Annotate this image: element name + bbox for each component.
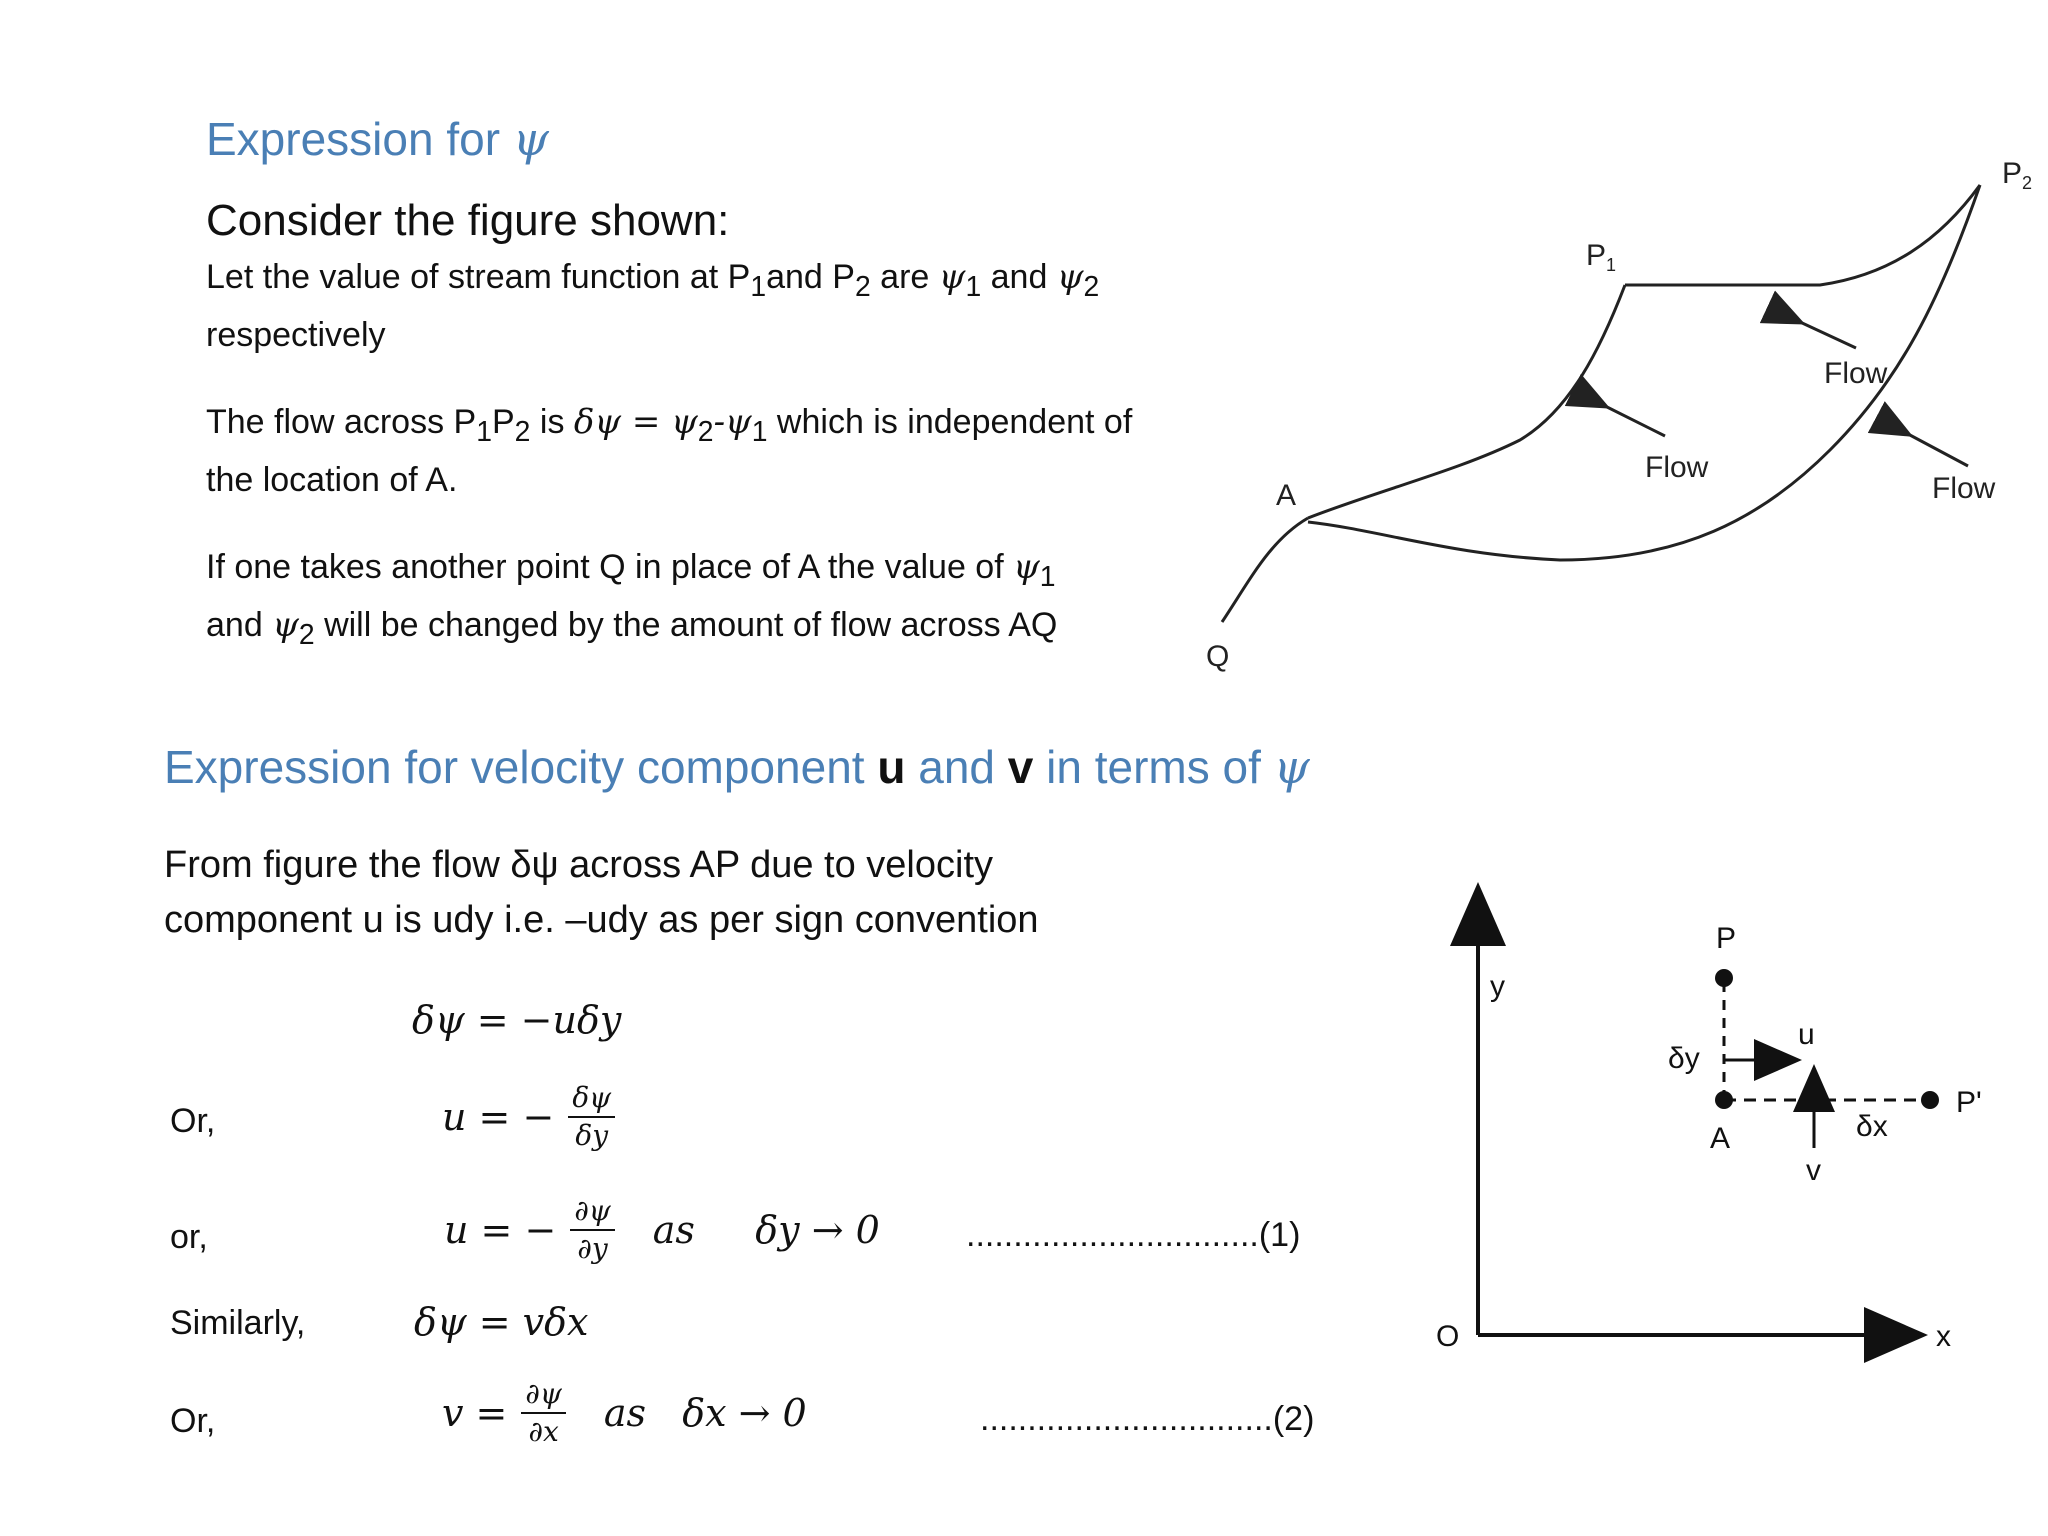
para2-text-a: The flow across P	[206, 403, 477, 441]
label-v: v	[1806, 1154, 1821, 1187]
point-A	[1715, 1091, 1733, 1109]
intro-line1: From figure the flow δψ across AP due to velocity	[164, 844, 994, 886]
label-u: u	[1798, 1018, 1815, 1051]
label-P1: $P_1$	[1586, 239, 1617, 275]
equation-4: δψ = vδx	[414, 1300, 589, 1344]
point-P	[1715, 969, 1733, 987]
para1-text-a: Let the value of stream function at P	[206, 258, 751, 296]
sub: 2	[1083, 270, 1100, 303]
curve-A-P1	[1308, 285, 1625, 518]
label-flow-3: Flow	[1932, 472, 1996, 505]
psi-symbol: ψ	[1273, 740, 1310, 794]
label-or-2: or,	[170, 1218, 208, 1256]
para3-text-a: and	[206, 605, 273, 644]
equation-2	[442, 1082, 619, 1152]
point-P-prime	[1921, 1091, 1939, 1109]
sub: 1	[965, 270, 982, 303]
label-A: A	[1276, 479, 1297, 512]
section2-title-u: u	[877, 741, 906, 793]
psi: ψ	[272, 604, 299, 645]
eq5-condition: as δx → 0	[603, 1391, 807, 1435]
section2-title-a: Expression for velocity component	[164, 741, 878, 793]
sub: 2	[514, 415, 531, 448]
eq5-lhs: v =	[442, 1391, 508, 1435]
eq3-numerator: ∂ψ	[570, 1195, 614, 1231]
label-or-3: Or,	[170, 1402, 216, 1440]
eq5-denominator: ∂x	[528, 1415, 559, 1448]
para1-text-b: and P	[766, 258, 855, 296]
sub: 2	[697, 415, 714, 448]
equation-5	[442, 1378, 807, 1448]
psi: ψ	[1056, 257, 1084, 297]
sub: 1	[750, 270, 767, 303]
section2-title-c: in terms of	[1033, 741, 1274, 793]
sub: 1	[751, 415, 768, 448]
label-dy: δy	[1668, 1042, 1700, 1075]
label-similarly: Similarly,	[170, 1304, 306, 1342]
section2-intro	[164, 838, 1039, 948]
para2-line2: the location of A.	[206, 460, 458, 499]
flow-arrow-2	[1800, 322, 1856, 348]
label-y: y	[1490, 970, 1505, 1003]
label-P2: $P_2$	[2002, 157, 2033, 193]
equation-number-2: ...............................(2)	[980, 1400, 1315, 1438]
label-O: O	[1436, 1320, 1460, 1353]
label-A: A	[1710, 1122, 1731, 1155]
sub: 2	[298, 618, 315, 651]
label-Q: Q	[1206, 640, 1230, 673]
eq2-numerator: δψ	[568, 1082, 615, 1118]
curve-P1-P2-top	[1625, 185, 1980, 285]
flow-arrow-1	[1605, 406, 1665, 436]
sub: 2	[854, 270, 871, 303]
eq3-denominator: ∂y	[577, 1232, 608, 1265]
para1-text-d: and	[981, 258, 1057, 296]
label-flow-2: Flow	[1824, 357, 1888, 390]
figure-streamlines	[1200, 150, 2048, 690]
label-x: x	[1936, 1320, 1951, 1353]
para2-eq: δψ = ψ	[573, 402, 698, 442]
sub: 1	[1039, 560, 1056, 593]
para1-text-c: are	[870, 258, 939, 296]
label-dx: δx	[1856, 1110, 1888, 1143]
section2-title-b: and	[905, 741, 1008, 793]
section1-lead: Consider the figure shown:	[206, 196, 730, 245]
section2-title-v: v	[1007, 741, 1034, 793]
eq5-numerator: ∂ψ	[521, 1378, 565, 1414]
para2-text-b: P	[491, 403, 515, 441]
eq3-lhs: u = −	[444, 1208, 557, 1252]
psi: ψ	[938, 257, 966, 297]
label-P-prime: P'	[1956, 1086, 1982, 1119]
eq2-denominator: δy	[575, 1119, 609, 1152]
section1-title	[206, 112, 549, 166]
sub: 1	[476, 415, 492, 448]
psi-symbol: ψ	[512, 112, 549, 166]
label-flow-1: Flow	[1645, 451, 1709, 484]
para3-text-b: will be changed by the amount of flow across AQ	[314, 605, 1058, 644]
eq3-condition: as δy → 0	[652, 1208, 880, 1252]
flow-arrow-3	[1908, 434, 1968, 466]
figure-velocity-components	[1400, 870, 2000, 1370]
label-or-1: Or,	[170, 1102, 216, 1140]
eq2-lhs: u = −	[442, 1095, 555, 1139]
equation-number-1: ...............................(1)	[966, 1216, 1301, 1254]
equation-1: δψ = −uδy	[412, 998, 622, 1042]
section1-para2	[206, 398, 1132, 504]
label-P: P	[1716, 922, 1737, 955]
para2-text-c: is	[530, 403, 574, 441]
intro-line2: component u is udy i.e. –udy as per sign convention	[164, 899, 1039, 941]
para2-eq-b: -ψ	[713, 402, 752, 442]
para1-line2: respectively	[206, 315, 386, 354]
curve-A-Q	[1222, 518, 1308, 622]
para2-text-e: which is independent of	[767, 403, 1133, 441]
section1-para3	[206, 543, 1057, 659]
equation-3	[444, 1195, 880, 1265]
psi: ψ	[1013, 547, 1040, 587]
section2-title	[164, 740, 1310, 794]
section1-title-text: Expression for	[206, 113, 501, 165]
para3-text: If one takes another point Q in place of A the value of	[206, 548, 1014, 586]
section1-para1	[206, 253, 1099, 359]
